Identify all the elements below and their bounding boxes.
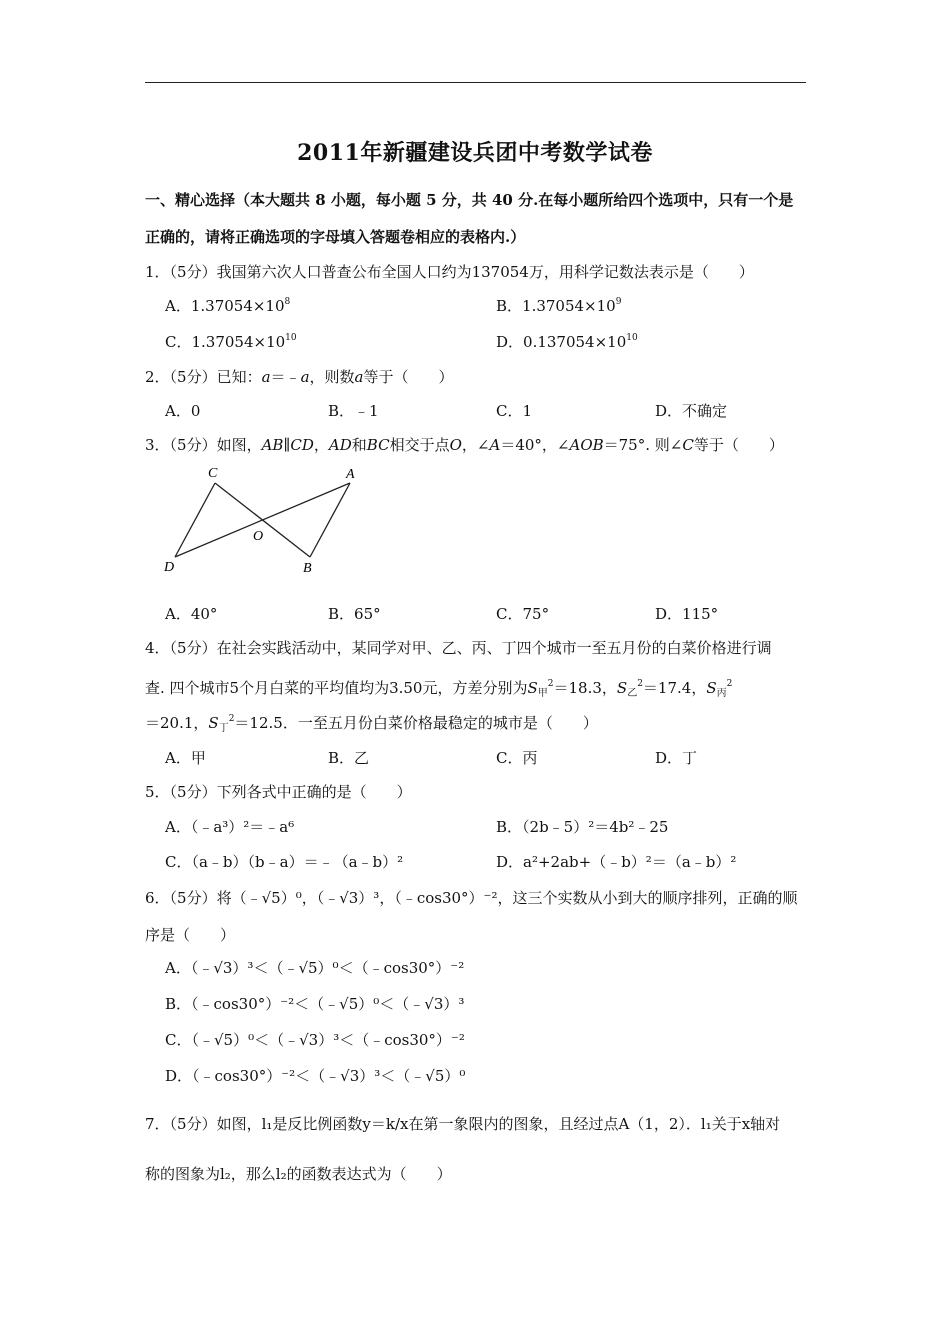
q1-option-c: C．$1.37054\times 10^{10}$ [165,333,297,351]
label-c: C [208,466,218,481]
header-rule [145,82,806,83]
q5-option-c: C．（a﹣b）（b﹣a）＝﹣（a﹣b）² [165,853,404,871]
section-heading-line1: 一、精心选择（本大题共 8 小题，每小题 5 分，共 40 分.在每小题所给四个选项中，只有一个是 [145,191,794,209]
q6-option-b: B．（﹣cos30°）⁻²＜（﹣√5）⁰＜（﹣√3）³ [165,995,465,1013]
q4-option-c: C．丙 [496,749,538,767]
segment-ab [310,483,350,557]
q6-option-a: A．（﹣√3）³＜（﹣√5）⁰＜（﹣cos30°）⁻² [165,959,465,977]
q2-stem: 2．（5分）已知：a＝﹣a，则数a等于（ ） [145,368,454,386]
label-o: O [253,529,264,544]
q2-option-a: A．0 [165,402,201,420]
q4-stem-line2: 查. 四个城市5个月白菜的平均值均为3.50元，方差分别为$S_甲^2=18.3$，$S_乙^2=17.4$，$S_丙^2$ [145,679,733,699]
q3-option-c: C．75° [496,605,550,623]
q1-option-a: A．$1.37054\times 10^8$ [165,297,291,315]
q3-stem: 3．（5分）如图，AB∥CD，AD和BC相交于点O，∠A＝40°，∠AOB＝75°. 则∠C等于（ ） [145,436,784,454]
q2-option-b: B．﹣1 [328,402,379,420]
q5-option-a: A．（﹣a³）²＝﹣a⁶ [165,818,295,836]
label-b: B [303,561,312,576]
q7-stem-line1: 7．（5分）如图，l₁是反比例函数y＝k/x在第一象限内的图象，且经过点A（1，2）．l₁关于x轴对 [145,1115,781,1133]
q1-stem: 1．（5分）我国第六次人口普查公布全国人口约为137054万，用科学记数法表示是（ ） [145,263,754,281]
q3-option-a: A．40° [165,605,218,623]
q3-option-b: B．65° [328,605,381,623]
q4-option-d: D．丁 [655,749,698,767]
q5-stem: 5．（5分）下列各式中正确的是（ ） [145,783,412,801]
segment-da [175,483,350,557]
q2-option-c: C．1 [496,402,533,420]
q6-option-d: D．（﹣cos30°）⁻²＜（﹣√3）³＜（﹣√5）⁰ [165,1067,466,1085]
section-heading-line2: 正确的，请将正确选项的字母填入答题卷相应的表格内.） [145,228,526,246]
q1-option-b: B．$1.37054\times 10^9$ [496,297,622,315]
q3-geometry-figure [160,460,380,580]
q5-option-d: D．a²+2ab+（﹣b）²＝（a﹣b）² [496,853,737,871]
segment-cd [175,483,215,557]
q6-option-c: C．（﹣√5）⁰＜（﹣√3）³＜（﹣cos30°）⁻² [165,1031,465,1049]
exam-title: 2011年新疆建设兵团中考数学试卷 [297,140,653,166]
q4-stem-line1: 4．（5分）在社会实践活动中，某同学对甲、乙、丙、丁四个城市一至五月份的白菜价格进行调 [145,639,772,657]
q4-option-a: A．甲 [165,749,206,767]
q7-stem-line2: 称的图象为l₂，那么l₂的函数表达式为（ ） [145,1165,452,1183]
q4-stem-line3: ＝20.1，$S_丁^2=12.5$．一至五月份白菜价格最稳定的城市是（ ） [145,714,598,734]
q2-option-d: D．不确定 [655,402,728,420]
q4-option-b: B．乙 [328,749,370,767]
q3-option-d: D．115° [655,605,719,623]
q1-option-d: D．$0.137054\times 10^{10}$ [496,333,638,351]
q6-stem-line2: 序是（ ） [145,926,236,944]
q5-option-b: B．（2b﹣5）²＝4b²﹣25 [496,818,669,836]
label-d: D [164,560,175,575]
label-a: A [346,467,355,482]
q6-stem-line1: 6．（5分）将（﹣√5）⁰，（﹣√3）³，（﹣cos30°）⁻²，这三个实数从小到大的顺序排列，正确的顺 [145,889,798,907]
